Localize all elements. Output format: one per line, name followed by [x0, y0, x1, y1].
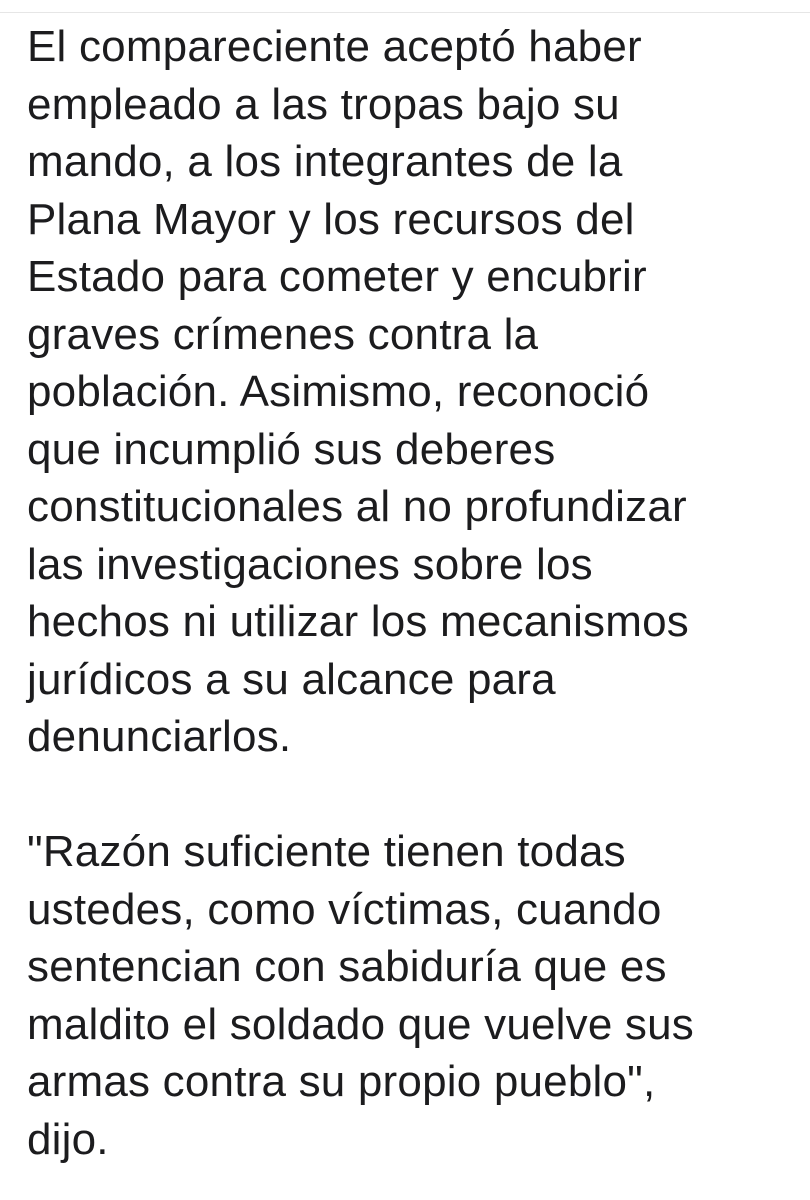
text-line: maldito el soldado que vuelve sus	[27, 999, 695, 1049]
text-line: Estado para cometer y encubrir	[27, 252, 647, 301]
text-line: Plana Mayor y los recursos del	[27, 194, 635, 244]
text-line: que incumplió sus deberes	[27, 424, 556, 474]
top-divider	[0, 12, 810, 13]
text-line: jurídicos a su alcance para	[27, 654, 556, 704]
text-line: mando, a los integrantes de la	[27, 137, 623, 186]
text-line: ustedes, como víctimas, cuando	[27, 884, 662, 934]
text-line: armas contra su propio pueblo",	[27, 1057, 656, 1106]
text-line: empleado a las tropas bajo su	[27, 79, 620, 129]
text-line: "Razón suficiente tienen todas	[27, 827, 626, 876]
text-line: sentencian con sabiduría que es	[27, 942, 667, 991]
text-line: hechos ni utilizar los mecanismos	[27, 597, 689, 646]
text-line: las investigaciones sobre los	[27, 539, 593, 589]
text-line: constitucionales al no profundizar	[27, 482, 687, 531]
text-line: denunciarlos.	[27, 712, 292, 761]
text-line: graves crímenes contra la	[27, 309, 539, 359]
text-line: El compareciente aceptó haber	[27, 22, 642, 71]
paragraph-quote	[27, 823, 797, 1168]
text-line: población. Asimismo, reconoció	[27, 367, 650, 416]
text-line: dijo.	[27, 1114, 109, 1164]
note-body[interactable]	[27, 18, 797, 1168]
paragraph-statement	[27, 18, 797, 766]
